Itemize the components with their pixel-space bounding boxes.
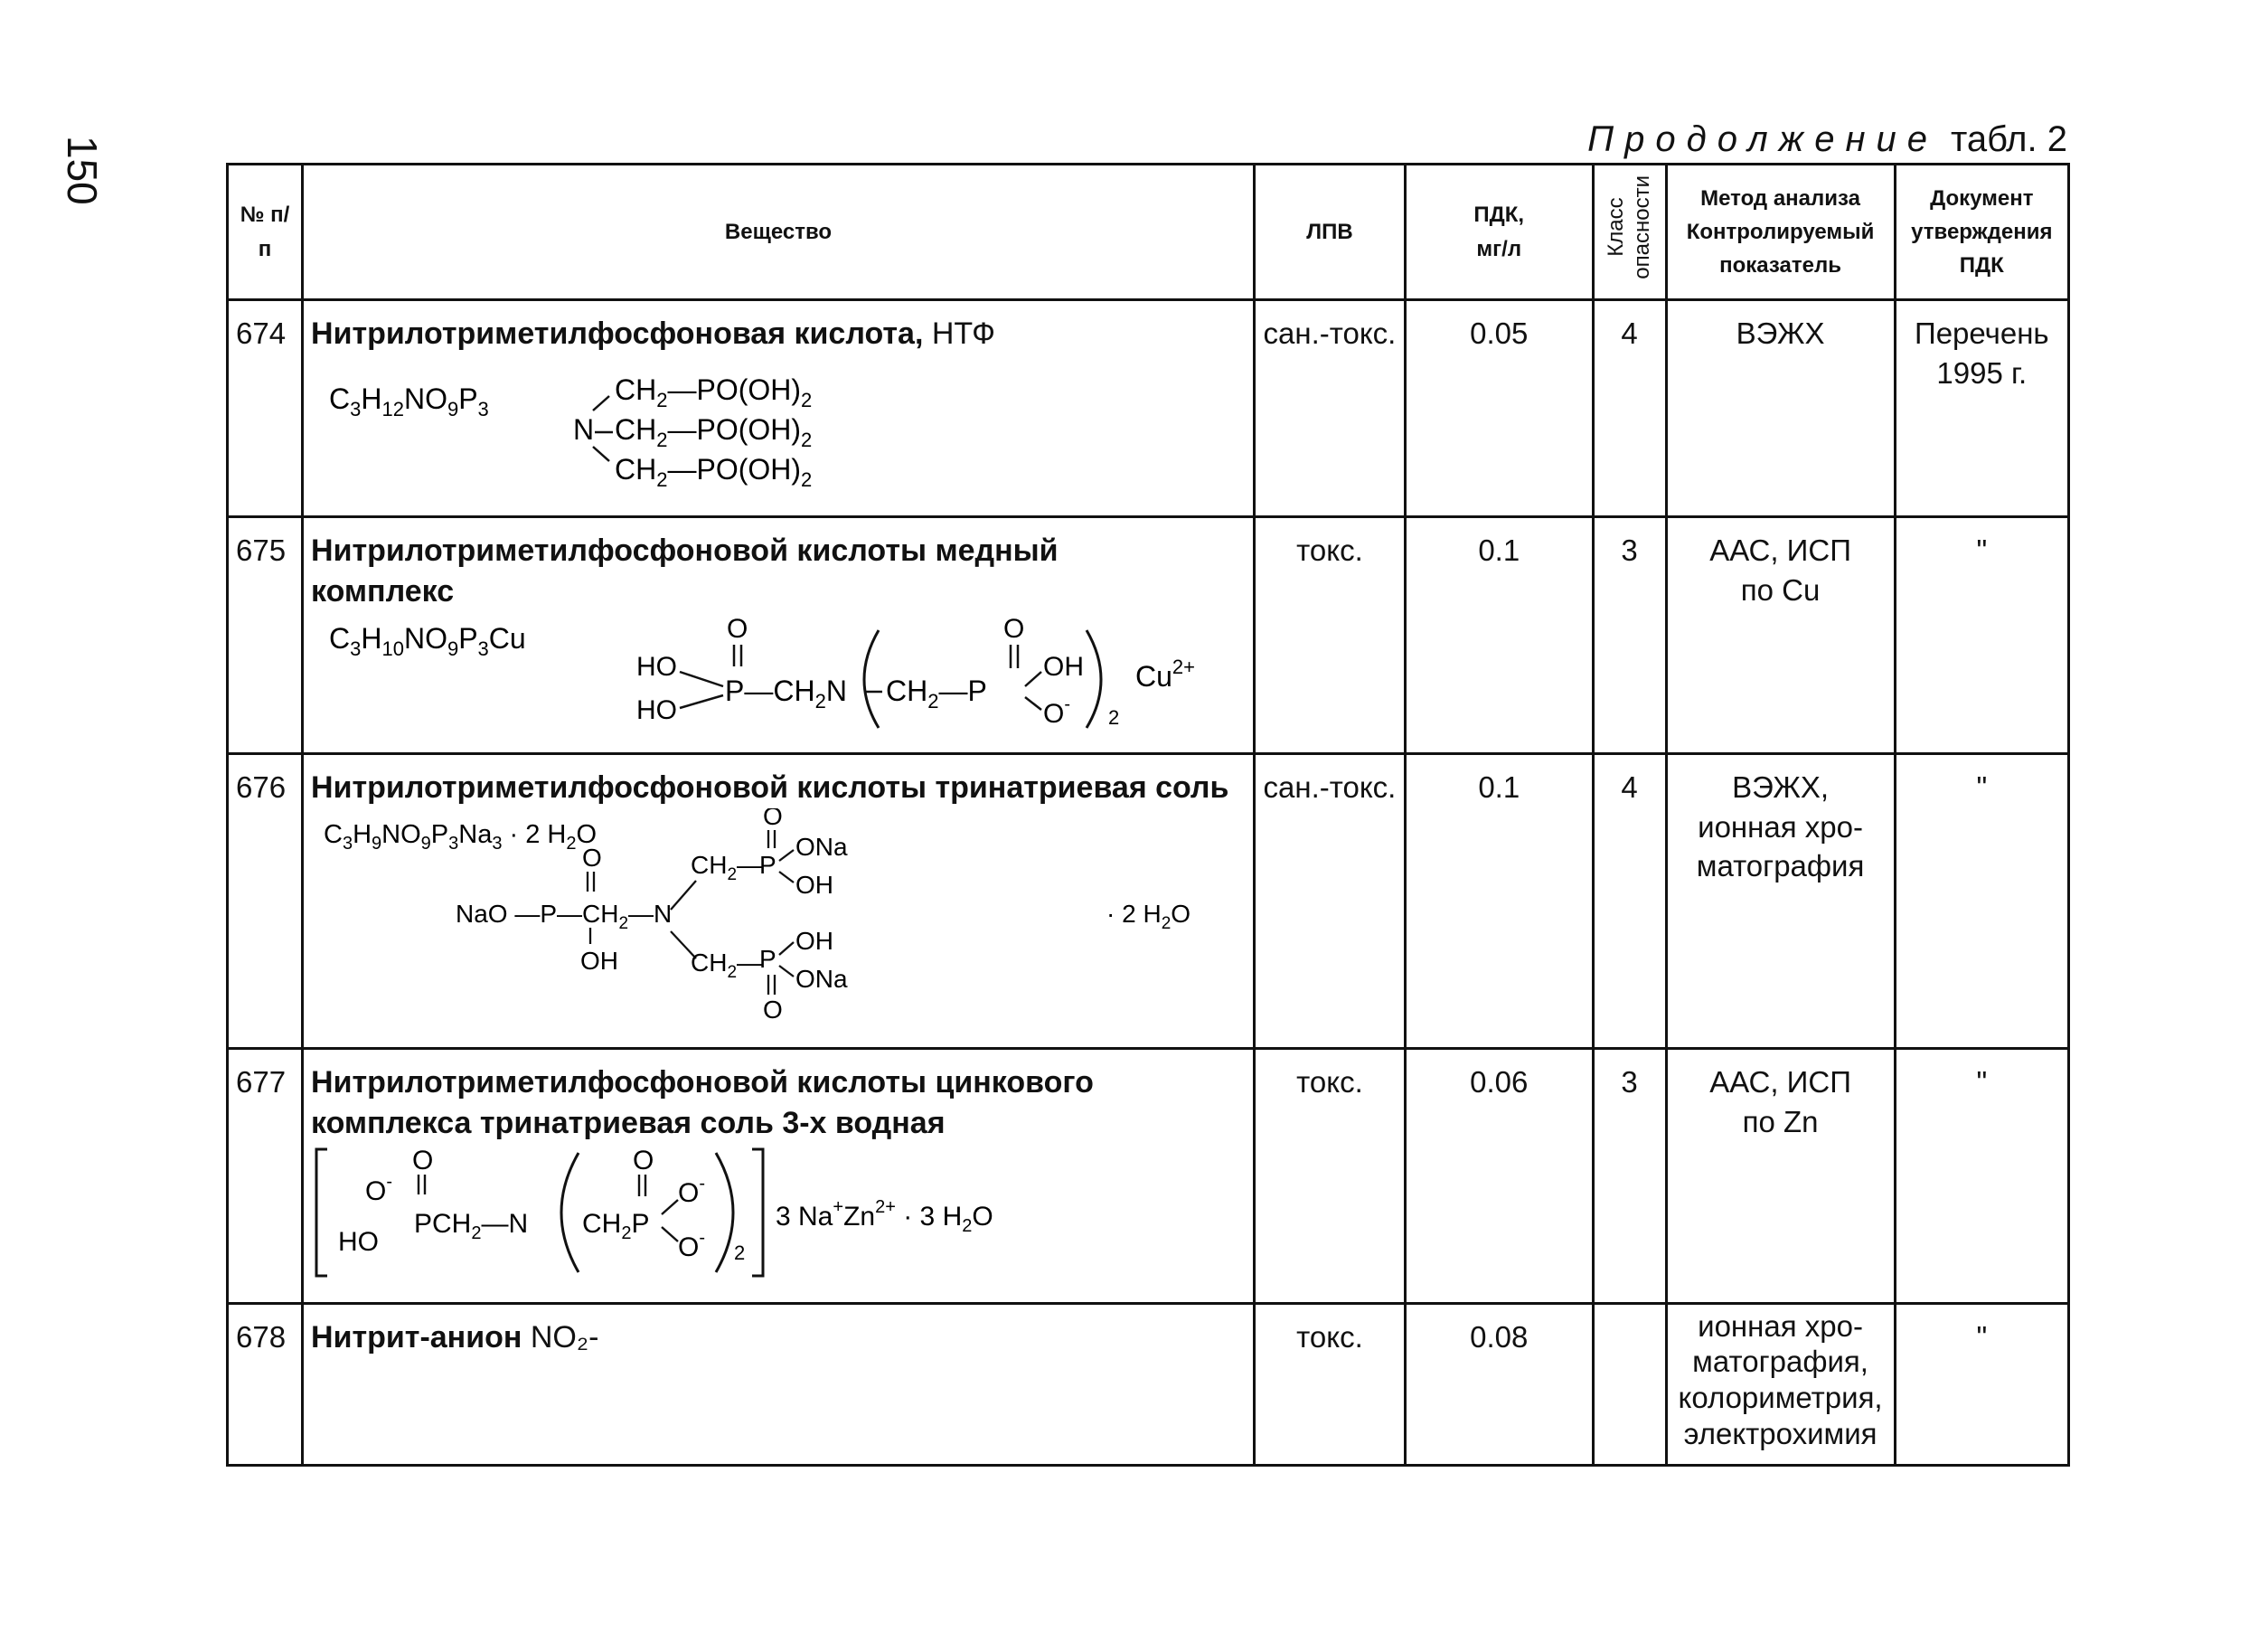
method-cell [1666,1049,1895,1303]
doc-cell-ditto: " [1895,754,2068,1049]
svg-text:O: O [582,843,602,872]
table-row [228,1303,2069,1465]
structure-675 [311,612,1246,740]
substance-cell [303,754,1255,1049]
class-cell [1593,1303,1666,1465]
class-cell: 4 [1593,300,1666,517]
substance-abbrev: НТФ [931,316,995,351]
svg-text:2: 2 [734,1241,746,1265]
header-class-text [1604,175,1656,279]
row-num: 675 [228,517,303,754]
pdk-cell: 0.1 [1405,754,1593,1049]
pdk-cell: 0.05 [1405,300,1593,517]
header-method-1: Метод анализа [1700,185,1860,211]
structural-formula-674 [311,354,944,490]
svg-text:HO: HO [636,694,678,725]
substance-cell [303,1049,1255,1303]
svg-text:CH2—: $CH_2—$ [691,850,763,884]
svg-text:O: O [763,807,783,830]
class-cell: 3 [1593,517,1666,754]
header-class-2: опасности [1629,175,1654,279]
header-pdk-unit: мг/л [1476,236,1522,261]
substance-name-text: Нитрилотриметилфосфоновая кислота, [311,316,924,351]
header-method-2: Контролируемый [1686,219,1875,244]
svg-text:C3H10NO9P3Cu: $C_3H_{10}NO_9P_3Cu$ [329,621,526,660]
svg-text:CH2—PO(OH)2: $CH_2—PO(OH)_2$ [615,452,813,490]
doc-line-2: 1995 г. [1936,355,2028,390]
method-line-2: по Cu [1740,572,1821,607]
structure-674 [311,354,1246,500]
table-row [228,754,2069,1049]
method-line-2: по Zn [1742,1104,1819,1138]
header-row [228,165,2069,300]
table-caption [1587,119,2067,160]
substance-name [311,314,1246,354]
method-cell [1666,517,1895,754]
substance-name-line-1: Нитрилотриметилфосфоновой кислоты цинкового [311,1065,1094,1100]
row-num: 678 [228,1303,303,1465]
method-line-2: ионная хро- [1698,809,1863,844]
svg-text:P: P [759,944,776,973]
substance-name-text: Нитрит-анион [311,1319,522,1355]
doc-cell [1895,300,2068,517]
header-method-3: показатель [1719,253,1841,278]
table-row [228,517,2069,754]
svg-text:OH: OH [795,926,834,955]
svg-text:P: P [759,850,776,879]
page-number: 150 [59,136,106,205]
substance-table [226,163,2070,1467]
svg-text:3 Na+Zn2+ · 3 H2O: 3 $Na^+Zn^{2+} \cdot 3$ $H_2O$ [776,1197,993,1237]
pdk-cell: 0.1 [1405,517,1593,754]
class-cell: 3 [1593,1049,1666,1303]
svg-text:HO: HO [338,1227,380,1258]
method-line-3: колориметрия, [1678,1380,1883,1414]
svg-text:O-: O- [365,1172,393,1207]
method-cell: ВЭЖХ [1666,300,1895,517]
substance-name [311,1317,1246,1358]
substance-name [311,1062,1246,1144]
table-row [228,1049,2069,1303]
svg-text:O-: O- [678,1228,706,1263]
pdk-cell: 0.08 [1405,1303,1593,1465]
svg-text:O-: O- [1043,694,1071,729]
substance-name: Нитрилотриметилфосфоновой кислоты тринатриевая соль [311,770,1229,805]
header-class-1: Класс [1603,197,1628,257]
svg-text:ONa: ONa [795,832,848,861]
header-doc-1: Документ [1930,185,2034,211]
caption-continuation: Продолжение [1587,119,1938,159]
svg-text:HO: HO [636,651,678,682]
svg-text:N: N [573,412,595,446]
svg-text:P—CH2N: $P—CH_2N$ [725,674,847,713]
svg-text:2: 2 [1108,705,1120,729]
method-cell [1666,1303,1895,1465]
header-method [1666,165,1895,300]
row-num: 677 [228,1049,303,1303]
svg-text:O: O [633,1146,654,1176]
svg-text:O: O [763,995,783,1024]
lpv-cell: токс. [1254,1049,1405,1303]
header-doc [1895,165,2068,300]
doc-cell-ditto: " [1895,1303,2068,1465]
structural-formula-675 [311,612,1215,730]
method-line-2: матография, [1692,1345,1868,1379]
svg-text:CH2—PO(OH)2: $CH_2—PO(OH)_2$ [615,373,813,411]
table-row [228,300,2069,517]
substance-cell [303,300,1255,517]
svg-text:NaO —P—CH2—N: NaO $—P—CH_2—N$ [456,899,673,933]
method-line-1: ионная хро- [1698,1308,1863,1343]
doc-line-1: Перечень [1914,316,2049,350]
lpv-cell: токс. [1254,1303,1405,1465]
substance-ion-formula: NO₂- [530,1319,599,1355]
header-class [1593,165,1666,300]
svg-text:CH2—PO(OH)2: $CH_2—PO(OH)_2$ [615,412,813,451]
svg-text:OH: OH [580,946,619,975]
svg-text:· 2 H2O: · 2 $H_2O$ [1106,899,1191,933]
method-line-3: матография [1696,849,1865,883]
svg-text:Cu2+: $Cu^{2+}$ [1135,655,1196,693]
class-cell: 4 [1593,754,1666,1049]
doc-cell-ditto: " [1895,1049,2068,1303]
svg-text:OH: OH [1043,651,1085,682]
svg-text:O: O [727,613,748,644]
structural-formula-677 [311,1144,1233,1279]
lpv-cell: токс. [1254,517,1405,754]
header-lpv: ЛПВ [1254,165,1405,300]
header-pdk-label: ПДК, [1473,203,1525,228]
structure-677 [311,1144,1246,1289]
structure-676 [311,808,1246,1035]
structural-formula-676 [311,808,1233,1025]
caption-table-ref: табл. 2 [1950,119,2067,159]
svg-text:CH2P: $CH_2P$ [582,1209,650,1244]
svg-text:O: O [1003,613,1025,644]
pdk-cell: 0.06 [1405,1049,1593,1303]
svg-text:O-: O- [678,1174,706,1209]
substance-name [311,531,1246,612]
svg-text:CH2—P: $CH_2—P$ [886,674,987,713]
row-num: 674 [228,300,303,517]
substance-name-line-1: Нитрилотриметилфосфоновой кислоты медный [311,533,1059,568]
svg-text:ONa: ONa [795,964,848,993]
substance-cell [303,1303,1255,1465]
svg-text:C3H9NO9P3Na3 · 2 H2O: $C_3H_9NO_9P_3Na_3 \cdot 2$ $H_2O$ [324,819,598,854]
header-doc-2: утверждения [1911,219,2053,244]
header-num: № п/п [228,165,303,300]
method-line-1: ААС, ИСП [1709,533,1851,567]
row-num: 676 [228,754,303,1049]
header-substance: Вещество [303,165,1255,300]
method-line-4: электрохимия [1683,1416,1877,1450]
substance-cell [303,517,1255,754]
method-line-1: ВЭЖХ, [1732,770,1830,804]
doc-cell-ditto: " [1895,517,2068,754]
lpv-cell: сан.-токс. [1254,300,1405,517]
header-doc-3: ПДК [1959,253,2004,278]
substance-name-line-2: комплекса тринатриевая соль 3-х водная [311,1106,946,1141]
svg-text:CH2—: $CH_2—$ [691,948,763,982]
substance-name-line-2: комплекс [311,573,455,609]
method-cell [1666,754,1895,1049]
svg-text:C3H12NO9P3: $C_3H_{12}NO_9P_3$ [329,382,489,420]
svg-text:OH: OH [795,870,834,899]
method-line-1: ААС, ИСП [1709,1065,1851,1100]
svg-text:PCH2—N: $PCH_2—N$ [414,1209,529,1244]
svg-text:O: O [412,1146,434,1176]
lpv-cell: сан.-токс. [1254,754,1405,1049]
header-pdk [1405,165,1593,300]
